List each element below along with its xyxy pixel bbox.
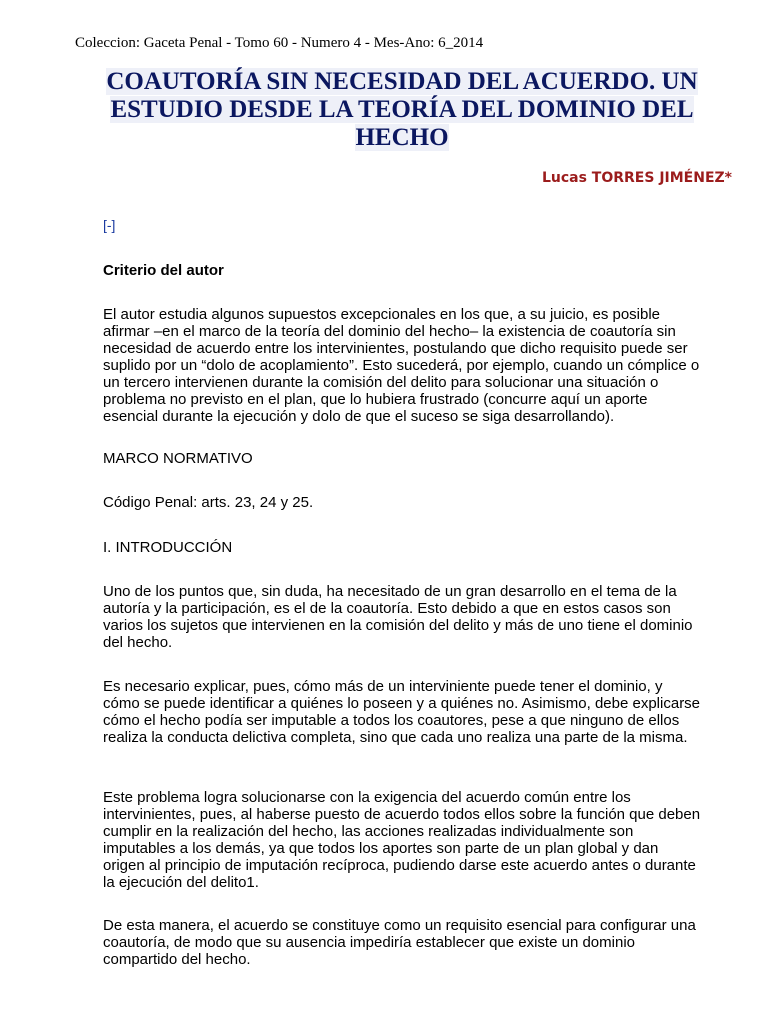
title-line-3: HECHO: [355, 124, 449, 151]
body-paragraph-2: Es necesario explicar, pues, cómo más de un interviniente puede tener el dominio, y cómo se puede identificar a quiénes lo poseen y a quiénes no. Asimismo, debe explicarse cómo el hecho podía ser imputable a todos los coautores, pese a que ninguno de ellos realiza la conducta delictiva completa, sino que cada uno realiza una parte de la misma.: [103, 678, 701, 746]
body-paragraph-1: Uno de los puntos que, sin duda, ha necesitado de un gran desarrollo en el tema de la autoría y la participación, es el de la coautoría. Esto debido a que en estos casos son varios los sujetos que intervienen en la comisión del delito y más de uno tiene el dominio del hecho.: [103, 583, 693, 651]
title-line-2: ESTUDIO DESDE LA TEORÍA DEL DOMINIO DEL: [110, 96, 694, 123]
codigo-penal-reference: Código Penal: arts. 23, 24 y 25.: [103, 494, 314, 511]
marco-normativo-heading: MARCO NORMATIVO: [103, 450, 253, 467]
author-name: Lucas TORRES JIMÉNEZ*: [541, 170, 732, 186]
criterio-heading: Criterio del autor: [103, 262, 224, 279]
body-paragraph-4: De esta manera, el acuerdo se constituye como un requisito esencial para configurar una coautoría, de modo que su ausencia impediría establecer que existe un dominio compartido del hecho.: [103, 917, 696, 968]
body-paragraph-3: Este problema logra solucionarse con la exigencia del acuerdo común entre los intervinientes, pues, al haberse puesto de acuerdo todos ellos sobre la función que deben cumplir en la realización del hecho, las acciones realizadas individualmente son imputables a los demás, ya que todos los aportes son parte de un plan global y dan origen al principio de imputación recíproca, pudiendo darse este acuerdo antes o durante la ejecución del delito1.: [103, 789, 701, 891]
collection-header: Coleccion: Gaceta Penal - Tomo 60 - Numero 4 - Mes-Ano: 6_2014: [75, 35, 484, 51]
introduction-heading: I. INTRODUCCIÓN: [103, 539, 233, 556]
collapse-toggle-link[interactable]: [-]: [103, 217, 116, 233]
criterio-paragraph: El autor estudia algunos supuestos excepcionales en los que, a su juicio, es posible afirmar –en el marco de la teoría del dominio del hecho– la existencia de coautoría sin necesidad de acuerdo entre los intervinientes, postulando que dicho requisito puede ser suplido por un “dolo de acoplamiento”. Esto sucederá, por ejemplo, cuando un cómplice o un tercero intervienen durante la comisión del delito para solucionar una situación o problema no previsto en el plan, que lo hubiera frustrado (concurre aquí un aporte esencial durante la ejecución y dolo de que el suceso se siga desarrollando).: [103, 306, 700, 425]
article-title: [40, 68, 764, 152]
title-line-1: COAUTORÍA SIN NECESIDAD DEL ACUERDO. UN: [106, 68, 698, 95]
